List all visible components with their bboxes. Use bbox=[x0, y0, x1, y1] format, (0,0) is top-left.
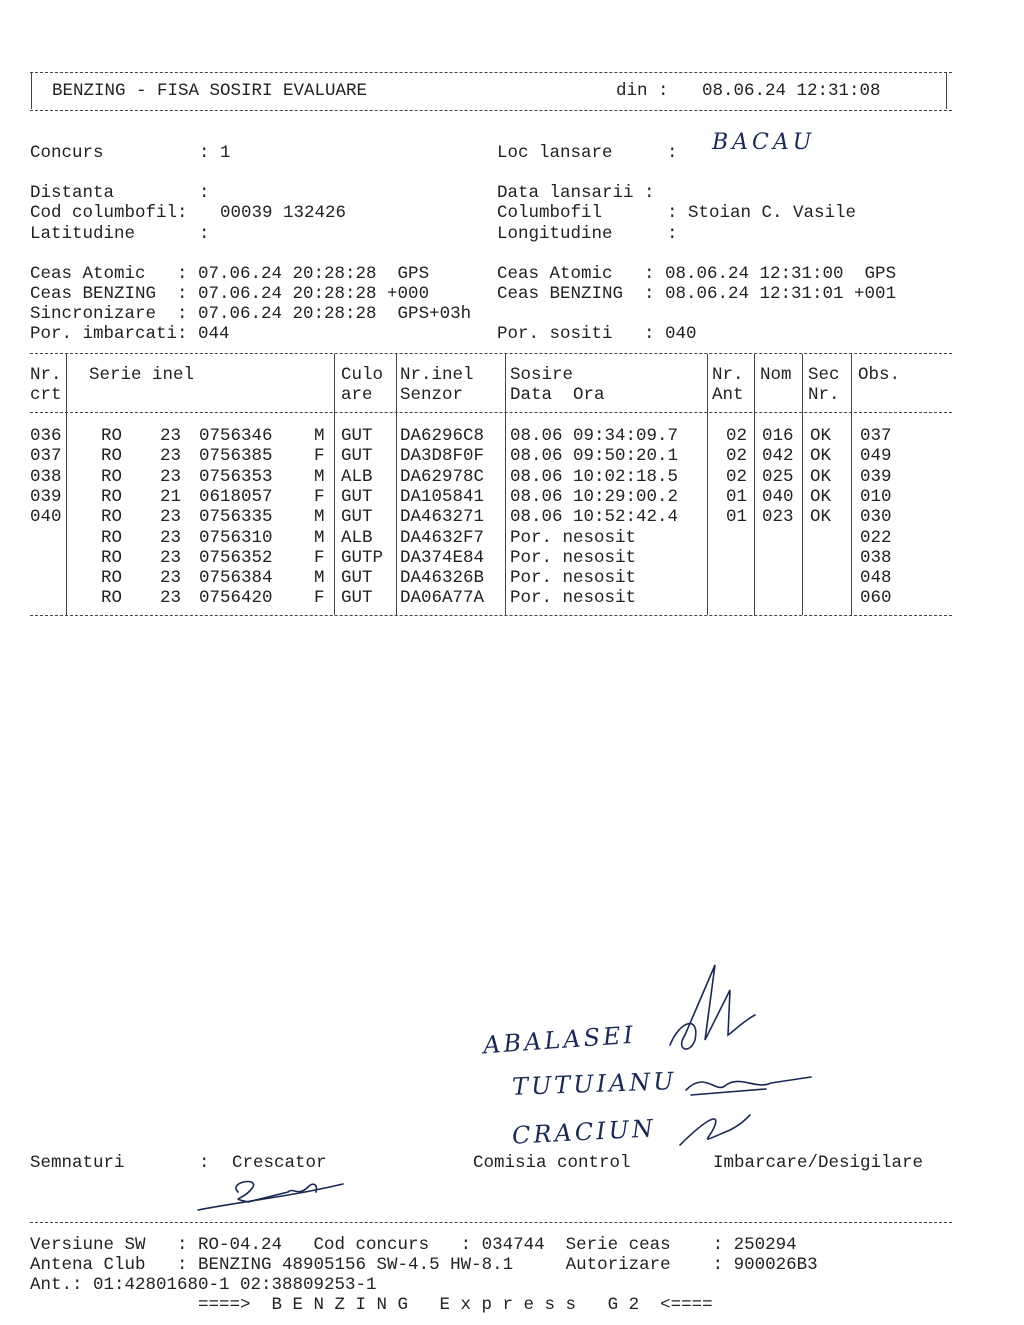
sincronizare: Sincronizare : 07.06.24 20:28:28 GPS+03h bbox=[30, 304, 472, 324]
cell-ant: 02 bbox=[726, 467, 748, 487]
longitudine-value: : bbox=[667, 224, 678, 244]
signature-scribble-1 bbox=[660, 960, 760, 1060]
latitudine-label: Latitudine bbox=[30, 224, 136, 244]
cell-inel: 0756353 bbox=[199, 467, 273, 487]
distanta-label: Distanta bbox=[30, 183, 115, 203]
ceas-atomic-start: Ceas Atomic : 07.06.24 20:28:28 GPS bbox=[30, 264, 430, 284]
cell-sex: M bbox=[314, 467, 325, 487]
cell-senzor: DA374E84 bbox=[400, 548, 485, 568]
cell-nom: 023 bbox=[762, 507, 794, 527]
cell-sex: F bbox=[314, 588, 325, 608]
cell-nom: 025 bbox=[762, 467, 794, 487]
header-left-border bbox=[31, 73, 32, 109]
cell-tara: RO bbox=[101, 487, 123, 507]
handwritten-name-1: ABALASEI bbox=[482, 1020, 637, 1060]
cell-sec: OK bbox=[810, 467, 832, 487]
cell-ant: 02 bbox=[726, 446, 748, 466]
cell-tara: RO bbox=[101, 528, 123, 548]
cell-obs: 048 bbox=[860, 568, 892, 588]
cell-inel: 0756385 bbox=[199, 446, 273, 466]
th-sec: Sec bbox=[808, 365, 840, 385]
columbofil-label: Columbofil bbox=[497, 203, 603, 223]
signature-crescator bbox=[198, 1172, 348, 1217]
cod-columbofil-value: 00039 132426 bbox=[220, 203, 347, 223]
cell-sosire: 08.06 09:50:20.1 bbox=[510, 446, 679, 466]
col-sep bbox=[505, 354, 506, 615]
th-crt: crt bbox=[30, 385, 62, 405]
cell-an: 23 bbox=[160, 548, 182, 568]
cell-sex: M bbox=[314, 507, 325, 527]
footer-ant: Ant.: 01:42801680-1 02:38809253-1 bbox=[30, 1275, 377, 1295]
cell-obs: 022 bbox=[860, 528, 892, 548]
th-nr: Nr. bbox=[30, 365, 62, 385]
cell-tara: RO bbox=[101, 426, 123, 446]
cell-sec: OK bbox=[810, 446, 832, 466]
cod-columbofil-label: Cod columbofil: bbox=[30, 203, 188, 223]
cell-obs: 060 bbox=[860, 588, 892, 608]
cell-inel: 0618057 bbox=[199, 487, 273, 507]
ceas-benzing-end: Ceas BENZING : 08.06.24 12:31:01 +001 bbox=[497, 284, 897, 304]
cell-senzor: DA6296C8 bbox=[400, 426, 485, 446]
cell-an: 23 bbox=[160, 426, 182, 446]
th-sec-nr: Nr. bbox=[808, 385, 840, 405]
cell-nr: 036 bbox=[30, 426, 62, 446]
cell-an: 23 bbox=[160, 588, 182, 608]
cell-senzor: DA463271 bbox=[400, 507, 485, 527]
cell-nr: 040 bbox=[30, 507, 62, 527]
semnaturi-colon: : bbox=[199, 1153, 210, 1173]
header-bottom-rule bbox=[30, 110, 952, 111]
cell-culoare: ALB bbox=[341, 528, 373, 548]
th-sosire: Sosire bbox=[510, 365, 574, 385]
cell-an: 23 bbox=[160, 507, 182, 527]
footer-brand: ====> B E N Z I N G E x p r e s s G 2 <==== bbox=[198, 1295, 713, 1315]
signature-scribble-3 bbox=[675, 1105, 755, 1155]
cell-sosire: 08.06 10:02:18.5 bbox=[510, 467, 679, 487]
col-sep bbox=[334, 354, 335, 615]
cell-sosire: Por. nesosit bbox=[510, 588, 637, 608]
cell-sec: OK bbox=[810, 507, 832, 527]
cell-sec: OK bbox=[810, 426, 832, 446]
cell-culoare: GUT bbox=[341, 568, 373, 588]
header-top-rule bbox=[30, 72, 952, 73]
semnatura-crescator: Crescator bbox=[232, 1153, 327, 1173]
cell-obs: 039 bbox=[860, 467, 892, 487]
cell-tara: RO bbox=[101, 507, 123, 527]
cell-inel: 0756384 bbox=[199, 568, 273, 588]
cell-nr: 039 bbox=[30, 487, 62, 507]
cell-inel: 0756352 bbox=[199, 548, 273, 568]
cell-culoare: GUT bbox=[341, 588, 373, 608]
footer-rule bbox=[30, 1222, 952, 1223]
semnaturi-label: Semnaturi bbox=[30, 1153, 125, 1173]
cell-senzor: DA62978C bbox=[400, 467, 485, 487]
concurs-value: : 1 bbox=[199, 143, 231, 163]
cell-senzor: DA46326B bbox=[400, 568, 485, 588]
th-culoare: Culo bbox=[341, 365, 384, 385]
cell-tara: RO bbox=[101, 446, 123, 466]
cell-an: 21 bbox=[160, 487, 182, 507]
cell-culoare: GUT bbox=[341, 426, 373, 446]
cell-an: 23 bbox=[160, 446, 182, 466]
cell-obs: 010 bbox=[860, 487, 892, 507]
col-sep bbox=[851, 354, 852, 615]
table-top-rule bbox=[30, 353, 952, 354]
loc-lansare-colon: : bbox=[667, 143, 678, 163]
col-sep bbox=[802, 354, 803, 615]
th-nom: Nom bbox=[760, 365, 792, 385]
report-date-label: din : bbox=[616, 81, 669, 101]
longitudine-label: Longitudine bbox=[497, 224, 613, 244]
cell-sosire: 08.06 10:29:00.2 bbox=[510, 487, 679, 507]
th-serie-inel: Serie inel bbox=[89, 365, 195, 385]
cell-sosire: 08.06 09:34:09.7 bbox=[510, 426, 679, 446]
ceas-benzing-start: Ceas BENZING : 07.06.24 20:28:28 +000 bbox=[30, 284, 430, 304]
semnatura-comisia: Comisia control bbox=[473, 1153, 631, 1173]
cell-sec: OK bbox=[810, 487, 832, 507]
cell-tara: RO bbox=[101, 588, 123, 608]
cell-sex: M bbox=[314, 568, 325, 588]
cell-senzor: DA105841 bbox=[400, 487, 485, 507]
report-title: BENZING - FISA SOSIRI EVALUARE bbox=[52, 81, 368, 101]
cell-inel: 0756346 bbox=[199, 426, 273, 446]
signature-scribble-2 bbox=[686, 1065, 816, 1105]
cell-senzor: DA4632F7 bbox=[400, 528, 485, 548]
header-right-border bbox=[946, 73, 947, 109]
th-senzor: Senzor bbox=[400, 385, 464, 405]
table-bottom-rule bbox=[30, 615, 952, 616]
cell-nom: 016 bbox=[762, 426, 794, 446]
cell-an: 23 bbox=[160, 467, 182, 487]
cell-ant: 01 bbox=[726, 487, 748, 507]
cell-culoare: GUT bbox=[341, 507, 373, 527]
th-nr-ant: Nr. bbox=[712, 365, 744, 385]
cell-sosire: 08.06 10:52:42.4 bbox=[510, 507, 679, 527]
cell-sex: M bbox=[314, 528, 325, 548]
cell-inel: 0756335 bbox=[199, 507, 273, 527]
footer-versiune: Versiune SW : RO-04.24 Cod concurs : 034744 Serie ceas : 250294 bbox=[30, 1235, 797, 1255]
cell-culoare: GUTP bbox=[341, 548, 384, 568]
loc-lansare-handwritten: BACAU bbox=[712, 130, 816, 155]
latitudine-value: : bbox=[199, 224, 210, 244]
cell-sex: F bbox=[314, 487, 325, 507]
cell-tara: RO bbox=[101, 568, 123, 588]
cell-culoare: GUT bbox=[341, 446, 373, 466]
col-sep bbox=[707, 354, 708, 615]
cell-senzor: DA3D8F0F bbox=[400, 446, 485, 466]
cell-sex: F bbox=[314, 548, 325, 568]
cell-inel: 0756420 bbox=[199, 588, 273, 608]
data-lansarii-label: Data lansarii : bbox=[497, 183, 655, 203]
cell-nom: 040 bbox=[762, 487, 794, 507]
columbofil-value: : Stoian C. Vasile bbox=[667, 203, 857, 223]
col-sep bbox=[66, 354, 67, 615]
cell-culoare: GUT bbox=[341, 487, 373, 507]
ceas-atomic-end: Ceas Atomic : 08.06.24 12:31:00 GPS bbox=[497, 264, 897, 284]
distanta-value: : bbox=[199, 183, 210, 203]
th-nr-inel: Nr.inel bbox=[400, 365, 474, 385]
porumbei-imbarcati: Por. imbarcati: 044 bbox=[30, 324, 230, 344]
table-header-rule bbox=[30, 412, 952, 413]
th-obs: Obs. bbox=[858, 365, 901, 385]
semnatura-imbarcare: Imbarcare/Desigilare bbox=[713, 1153, 924, 1173]
report-date-value: 08.06.24 12:31:08 bbox=[702, 81, 881, 101]
cell-an: 23 bbox=[160, 568, 182, 588]
handwritten-name-3: CRACIUN bbox=[511, 1114, 657, 1150]
footer-antena: Antena Club : BENZING 48905156 SW-4.5 HW-8.1 Autorizare : 900026B3 bbox=[30, 1255, 818, 1275]
col-sep bbox=[396, 354, 397, 615]
cell-ant: 01 bbox=[726, 507, 748, 527]
th-ant: Ant bbox=[712, 385, 744, 405]
cell-obs: 049 bbox=[860, 446, 892, 466]
cell-tara: RO bbox=[101, 548, 123, 568]
cell-sosire: Por. nesosit bbox=[510, 548, 637, 568]
concurs-label: Concurs bbox=[30, 143, 104, 163]
cell-sex: M bbox=[314, 426, 325, 446]
cell-nom: 042 bbox=[762, 446, 794, 466]
cell-an: 23 bbox=[160, 528, 182, 548]
cell-sex: F bbox=[314, 446, 325, 466]
cell-culoare: ALB bbox=[341, 467, 373, 487]
cell-obs: 037 bbox=[860, 426, 892, 446]
cell-nr: 037 bbox=[30, 446, 62, 466]
cell-sosire: Por. nesosit bbox=[510, 528, 637, 548]
cell-obs: 030 bbox=[860, 507, 892, 527]
cell-inel: 0756310 bbox=[199, 528, 273, 548]
cell-obs: 038 bbox=[860, 548, 892, 568]
th-culoare-2: are bbox=[341, 385, 373, 405]
cell-nr: 038 bbox=[30, 467, 62, 487]
cell-senzor: DA06A77A bbox=[400, 588, 485, 608]
cell-sosire: Por. nesosit bbox=[510, 568, 637, 588]
cell-tara: RO bbox=[101, 467, 123, 487]
loc-lansare-label: Loc lansare bbox=[497, 143, 613, 163]
col-sep bbox=[754, 354, 755, 615]
porumbei-sositi: Por. sositi : 040 bbox=[497, 324, 697, 344]
handwritten-name-2: TUTUIANU bbox=[511, 1067, 677, 1101]
cell-ant: 02 bbox=[726, 426, 748, 446]
th-data-ora: Data Ora bbox=[510, 385, 605, 405]
